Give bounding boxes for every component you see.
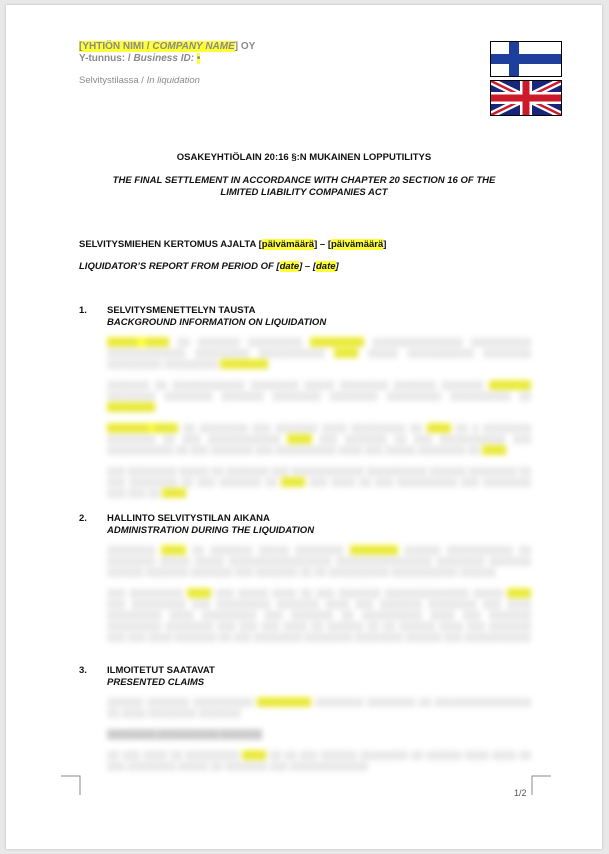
document-title-fi: OSAKEYHTIÖLAIN 20:16 §:N MUKAINEN LOPPUTILITYS xyxy=(176,152,432,163)
company-sep: / xyxy=(144,41,153,52)
document-page xyxy=(6,5,602,849)
section-number: 2. xyxy=(79,513,87,524)
section-number: 1. xyxy=(79,305,87,316)
section-title-fi: ILMOITETUT SAATAVAT xyxy=(107,665,215,676)
blurred-body-text: ░░░░░░░░ ░░░░ ░░ ░░░░░░░ ░░░░░ ░░░░░░░░ ░░░░░░░░ ░░░░░░ ░░░░░░░░░░░ ░░ ░░░░░░░░ ░░░░░ ░░░░░ ░░░░░░░░░░░░░░░░░ ░░░░░░░░░░░░░░░░ ░░░░░░░░ ░░░░░░░ ░░░░░░ ░░░░░░░ ░░░░░░░ ░░░ ░░░░░░░ ░░ ░░ ░░░░░░░░░░ ░░░░░░░░░░░ ░░░░░░ ░░░ ░░░░░░░░░ ░░░░ ░░░ ░░░░░ ░░░░ ░░ ░░░ ░░░░░░░ ░░░░░░░░░░░░░░ ░░░░░ ░░░░ ░░░ ░░░░░░░░░ ░░░ ░░░░░░░░░ ░░░░░░░ ░░░░ ░░░ ░░░░░░░ ░░░░░░░░ ░░░ ░░░░ ░░░░░░░░░ ░░░░ ░░░░░░░░░ ░░░ ░░░░░░░ ░░ ░░░░░░░░░░ ░░░░ ░░░ ░░░░░░░ ░░░░░░░░░ ░░░░░░░░ ░░░ ░░░ ░░░ ░░░░ ░░ ░░░░░░ ░░ ░░ ░░░░░░ ░░░░ ░░░ ░░░░░░░ ░░░ ░░░ ░░░░ ░░░░░░░ ░░ ░░░ ░░░░░░░░ ░░░░░░░░ ░░░░░░░░ ░░░░░░ ░░░ ░░░░░░░░░░░ xyxy=(107,545,531,642)
document-title-en: THE FINAL SETTLEMENT IN ACCORDANCE WITH CHAPTER 20 SECTION 16 OF THE LIMITED LIABILITY COMPANIES ACT xyxy=(112,175,496,198)
blurred-body-text: ░░░░░░ ░░░░░░░ ░░░░░░░░░░ ░░░░░░░░░ ░░░░░░░░ ░░░░░░░░ ░░ ░░░░░░░░░░░░░░░░ ░░ ░░░░ ░░░░░░░░ ░░░░░░░ ░░░░░░░░ ░░░░░░░░░░ ░░░░░░░ ░░ ░░░ ░░░░ ░░ ░░░░░░░░░ ░░░░ ░░ ░░ ░░░ ░░░░░░ ░░░░░░░░ ░░ ░░░░░░ ░░░░ ░░░░ ░░ ░░░ ░░░░░░░░ ░░░░░ ░░ ░░░░░░░ ░░░ ░░░░░░░░░░░░░ xyxy=(107,697,531,771)
section-title-en: PRESENTED CLAIMS xyxy=(107,677,205,688)
page-number: 1/2 xyxy=(514,788,527,798)
section-title-en: ADMINISTRATION DURING THE LIQUIDATION xyxy=(107,525,315,536)
company-name-en: COMPANY NAME xyxy=(152,41,235,52)
blurred-body-text: ░░░░░ ░░░░ ░░ ░░░░░░░ ░░░░░░░░░ ░░░░░░░░░ ░░░░░░░░░░░░░░░ ░░░░░░░░░░ ░░░░░░░░░░░░░ ░░░░░░░░░ ░░░░░░░░░░░ ░░░░ ░░░░░ ░░░░░░░░░░░ ░░░░░░░░ ░░░░░░░░░ ░░░░░░░░░ ░░░░░░░░ ░░░░░░░ ░░ ░░░░░░░░░░░░ ░░░░░░░░ ░░░░░ ░░░░░░░░ ░░░░░░░ ░░░░░░░ ░░░░░░░ ░░░░░░░░ ░░░░░░░░ ░░░░░░░ ░░░░░░░░ ░░░░░░░░ ░░░░░░░░░ ░░░░░░░░░░ ░░ ░░░░░░░░ ░░░░░░░ ░░░░ ░░ ░░░░░░░░ ░░░ ░░░░░░░ ░░░░ ░░░░░░░░░ ░░ ░░░░ ░░ ░ ░░░░░░░░ ░░░░░░░░ ░░ ░░░ ░░░░░░░░░░░░ ░░░░ ░░░ ░░░░░░░ ░░ ░░░ ░░░░░░░░░░░ ░░░ ░░░░░░░░░░░ ░░ ░░░ ░░░░░░░ ░░░ ░░░░░░░░░░ ░░░░ ░░░ ░░░░░ ░░░░░░░░ ░░ ░░░░ ░░░ ░░░░░░░░ ░░░░░ ░░ ░░░░░░░ ░░░ ░░░░░░░░░░░░ ░░░░░░░░░░ ░░░░░░ ░░░░░░░░ ░░ ░░░ ░░░░░░░░ ░░ ░░░ ░░░░░░░ ░░ ░░░░ ░░░ ░░░░ ░░ ░░░ ░░░░░░░░░░ ░░░ ░░░░░░░░ ░░░ ░░░ ░░ ░░░░ xyxy=(107,337,531,498)
crop-mark xyxy=(61,775,81,795)
business-id-line: Y-tunnus: / Business ID: • xyxy=(79,53,201,64)
company-name-fi: YHTIÖN NIMI xyxy=(82,41,145,52)
date-placeholder: date xyxy=(279,261,300,272)
company-name-line xyxy=(79,41,255,52)
company-suffix: OY xyxy=(238,41,256,52)
bracket-close: ] xyxy=(234,41,239,52)
section-number: 3. xyxy=(79,665,87,676)
report-period-fi: SELVITYSMIEHEN KERTOMUS AJALTA [päivämäärä] – [päivämäärä] xyxy=(79,239,387,250)
liquidation-fi: Selvitystilassa xyxy=(79,75,139,86)
business-id-label-fi: Y-tunnus: xyxy=(79,53,126,64)
date-placeholder: päivämäärä xyxy=(261,239,315,250)
uk-flag-icon xyxy=(490,80,562,116)
crop-mark xyxy=(531,775,551,795)
report-period-en: LIQUIDATOR’S REPORT FROM PERIOD OF [date] – [date] xyxy=(79,261,339,272)
section-title-fi: SELVITYSMENETTELYN TAUSTA xyxy=(107,305,256,316)
date-placeholder: date xyxy=(316,261,336,272)
business-id-value: • xyxy=(196,53,201,64)
finland-flag-icon xyxy=(490,41,562,77)
liquidation-status: Selvitystilassa / In liquidation xyxy=(79,75,200,86)
bracket-open: [ xyxy=(79,41,83,52)
section-title-en: BACKGROUND INFORMATION ON LIQUIDATION xyxy=(107,317,327,328)
section-title-fi: HALLINTO SELVITYSTILAN AIKANA xyxy=(107,513,270,524)
business-id-label-en: Business ID: xyxy=(133,53,195,64)
liquidation-en: In liquidation xyxy=(146,75,200,86)
date-placeholder: päivämäärä xyxy=(330,239,384,250)
